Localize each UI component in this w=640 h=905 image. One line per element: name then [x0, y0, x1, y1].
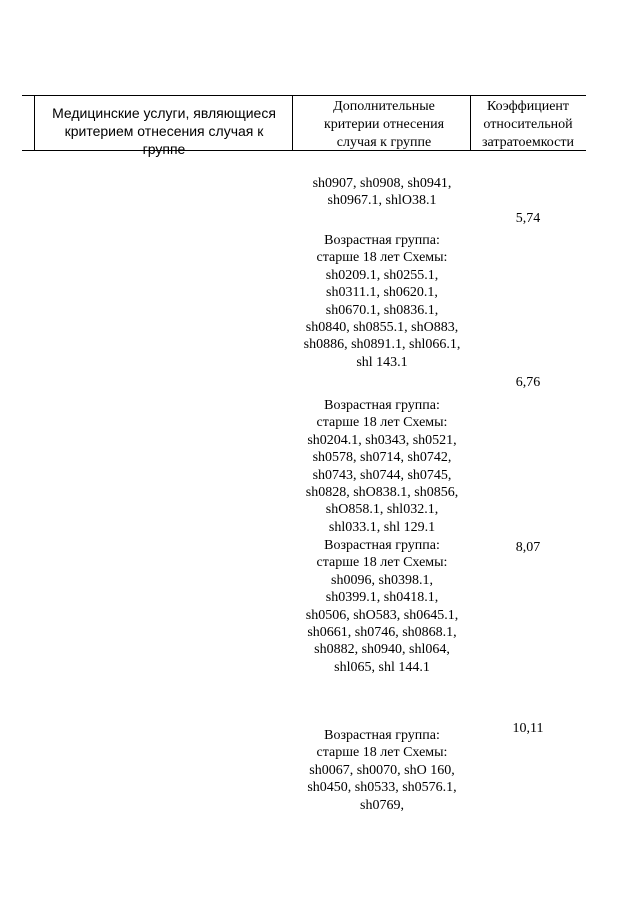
header-additional-criteria: Дополнительные критерии отнесения случая к группе — [323, 99, 445, 150]
column-divider-right — [470, 95, 471, 151]
coefficient-cell: 6,76 — [515, 375, 541, 390]
criteria-cell: Возрастная группа: старше 18 лет Схемы: sh0204.1, sh0343, sh0521, sh0578, sh0714, sh0742, sh0743, sh0744, sh0745, sh0828, shO838.1, sh0856, shO858.1, shl032.1, shl033.1, shl 129.1 — [305, 398, 459, 535]
coefficient-cell: 8,07 — [515, 540, 541, 555]
header-top-rule — [22, 95, 586, 96]
coefficient-cell: 10,11 — [512, 721, 544, 736]
header-coefficient: Коэффициент относительной затратоемкости — [482, 99, 574, 150]
criteria-cell: sh0907, sh0908, sh0941, sh0967.1, shlO38.1 — [312, 176, 452, 209]
criteria-cell: Возрастная группа: старше 18 лет Схемы: sh0096, sh0398.1, sh0399.1, sh0418.1, sh0506, shO583, sh0645.1, sh0661, sh0746, sh0868.1, sh0882, sh0940, shl064, shl065, shl 144.1 — [305, 538, 459, 675]
header-services: Медицинские услуги, являющиеся критерием отнесения случая к группе — [52, 105, 276, 157]
criteria-cell: Возрастная группа: старше 18 лет Схемы: sh0209.1, sh0255.1, sh0311.1, sh0620.1, sh0670.1, sh0836.1, sh0840, sh0855.1, shO883, sh0886, sh0891.1, shl066.1, shl 143.1 — [303, 233, 461, 370]
column-divider-left — [34, 95, 35, 151]
column-divider-middle — [292, 95, 293, 151]
coefficient-cell: 5,74 — [515, 211, 541, 226]
criteria-cell: Возрастная группа: старше 18 лет Схемы: sh0067, sh0070, shO 160, sh0450, sh0533, sh0576.1, sh0769, — [307, 728, 457, 813]
